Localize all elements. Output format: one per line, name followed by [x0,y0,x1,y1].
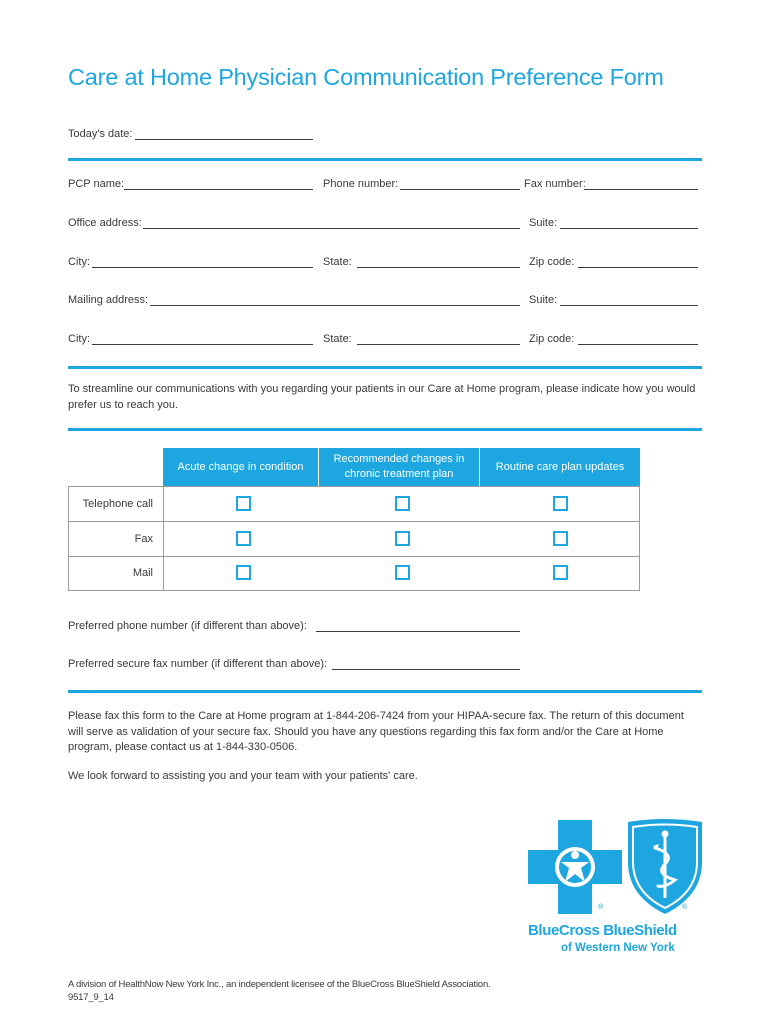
form-title: Care at Home Physician Communication Preference Form [68,64,664,90]
phone-number-label: Phone number: [323,178,399,190]
instructions-paragraph: Please fax this form to the Care at Home program at 1-844-206-7424 from your HIPAA-secure fax. The return of this document will serve as validation of your secure fax. Should you have any questions regarding this fax form and/or the Care at Home program, please contact us at 1-844-330-0506. [68,710,684,753]
mailing-suite-label: Suite: [529,294,558,306]
mailing-state-field[interactable] [357,344,520,345]
preference-table [68,448,640,591]
logo-region: of Western New York [561,942,675,954]
checkbox-mail-chronic[interactable] [395,565,410,580]
col-header-chronic: Recommended changes in chronic treatment plan [319,448,480,486]
divider-mid [68,366,702,369]
suite-label: Suite: [529,217,558,229]
registered-mark: ® [598,904,604,911]
mailing-zip-code-field[interactable] [578,344,698,345]
preferred-phone-label: Preferred phone number (if different than above): [68,620,307,632]
todays-date-label: Today's date: [68,128,133,140]
checkbox-telephone-chronic[interactable] [395,496,410,511]
intro-paragraph: To streamline our communications with you regarding your patients in our Care at Home program, please indicate how you would prefer us to reach you. [68,383,696,411]
fax-number-label: Fax number: [524,178,586,190]
mailing-address-field[interactable] [150,305,520,306]
state-label: State: [323,256,352,268]
checkbox-fax-acute[interactable] [236,531,251,546]
divider-bottom [68,690,702,693]
mailing-zip-code-label: Zip code: [529,333,575,345]
checkbox-mail-routine[interactable] [553,565,568,580]
fax-number-field[interactable] [584,189,698,190]
table-line [639,486,640,591]
col-header-acute: Acute change in condition [163,448,319,486]
checkbox-telephone-acute[interactable] [236,496,251,511]
cross-shield-icon [528,818,704,916]
col-header-routine: Routine care plan updates [480,448,640,486]
cross-icon [528,820,622,914]
phone-number-field[interactable] [400,189,520,190]
table-line [163,486,164,591]
row-label-mail: Mail [132,567,153,579]
mailing-state-label: State: [323,333,352,345]
suite-field[interactable] [560,228,698,229]
mailing-city-label: City: [68,333,90,345]
pcp-name-label: PCP name: [68,178,125,190]
checkbox-telephone-routine[interactable] [553,496,568,511]
divider-table [68,428,702,431]
pcp-name-field[interactable] [124,189,313,190]
preferred-phone-field[interactable] [316,631,520,632]
checkbox-fax-routine[interactable] [553,531,568,546]
registered-mark: ® [682,904,688,911]
city-label: City: [68,256,90,268]
checkbox-fax-chronic[interactable] [395,531,410,546]
office-address-label: Office address: [68,217,142,229]
divider-top [68,158,702,161]
city-field[interactable] [92,267,313,268]
shield-icon [628,819,702,914]
row-label-fax: Fax [134,532,153,545]
footer-form-number: 9517_9_14 [68,992,114,1003]
preferred-fax-field[interactable] [332,669,520,670]
closing-paragraph: We look forward to assisting you and your team with your patients' care. [68,770,418,782]
footer-licensee: A division of HealthNow New York Inc., an independent licensee of the BlueCross BlueShield Association. [68,979,491,990]
bcbs-logo [528,818,704,956]
zip-code-field[interactable] [578,267,698,268]
row-label-telephone: Telephone call [82,497,153,510]
todays-date-field[interactable] [135,139,313,140]
mailing-city-field[interactable] [92,344,313,345]
checkbox-mail-acute[interactable] [236,565,251,580]
logo-name: BlueCross BlueShield [528,922,677,939]
state-field[interactable] [357,267,520,268]
mailing-suite-field[interactable] [560,305,698,306]
zip-code-label: Zip code: [529,256,575,268]
mailing-address-label: Mailing address: [68,294,149,306]
table-line [68,590,640,591]
preferred-fax-label: Preferred secure fax number (if different than above): [68,658,328,670]
office-address-field[interactable] [143,228,520,229]
